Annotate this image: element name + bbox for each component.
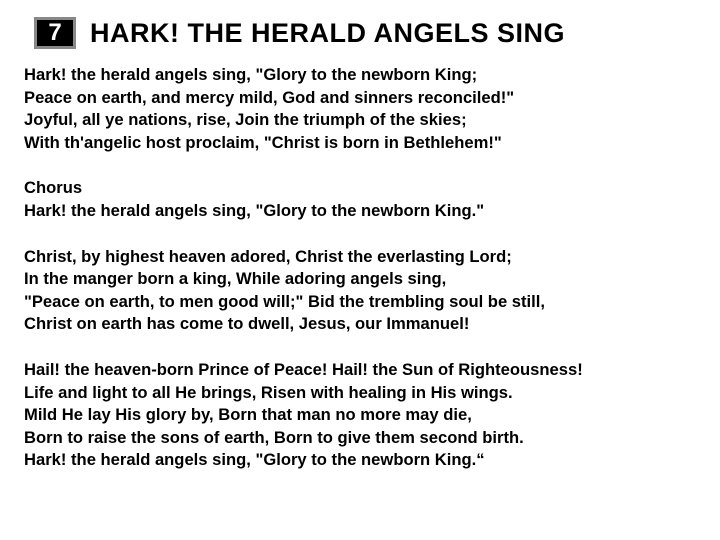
lyric-line: In the manger born a king, While adoring angels sing, (24, 269, 447, 289)
lyric-line: Joyful, all ye nations, rise, Join the triumph of the skies; (24, 110, 467, 130)
lyric-line: Life and light to all He brings, Risen with healing in His wings. (24, 382, 513, 402)
lyric-line: Born to raise the sons of earth, Born to give them second birth. (24, 427, 524, 447)
stanza-verse-1 (24, 64, 714, 154)
lyric-line: With th'angelic host proclaim, "Christ is born in Bethlehem!" (24, 132, 502, 152)
lyric-line: Hail! the heaven-born Prince of Peace! Hail! the Sun of Righteousness! (24, 359, 583, 379)
lyric-line: Hark! the herald angels sing, "Glory to the newborn King.“ (24, 450, 485, 470)
stanza-chorus (24, 177, 714, 222)
lyric-line: Peace on earth, and mercy mild, God and sinners reconciled!" (24, 87, 515, 107)
lyric-line: Hark! the herald angels sing, "Glory to the newborn King." (24, 200, 485, 220)
lyric-line: Hark! the herald angels sing, "Glory to the newborn King; (24, 65, 478, 84)
hymn-number-badge: 7 (34, 17, 76, 49)
lyrics-body (24, 64, 714, 495)
lyric-line: "Peace on earth, to men good will;" Bid the trembling soul be still, (24, 291, 545, 311)
stanza-verse-2 (24, 246, 714, 336)
lyric-line: Christ on earth has come to dwell, Jesus, our Immanuel! (24, 314, 470, 334)
chorus-label: Chorus (24, 178, 83, 198)
page-header (34, 16, 565, 50)
lyric-line: Mild He lay His glory by, Born that man no more may die, (24, 405, 472, 425)
hymn-title: HARK! THE HERALD ANGELS SING (90, 17, 566, 48)
lyric-line: Christ, by highest heaven adored, Christ the everlasting Lord; (24, 246, 512, 266)
stanza-verse-3 (24, 359, 714, 472)
